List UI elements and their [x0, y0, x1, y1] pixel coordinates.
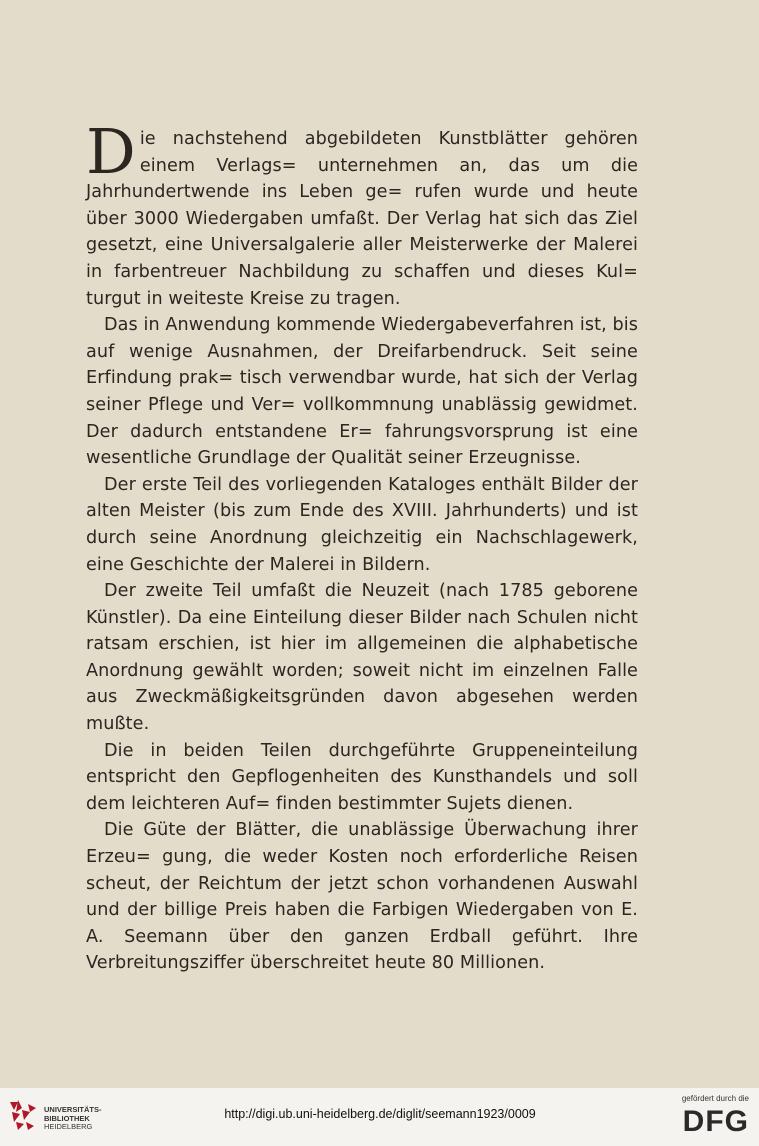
- library-name: [44, 1106, 102, 1132]
- paragraph-4: Der zweite Teil umfaßt die Neuzeit (nach 1785 geborene Künstler). Da eine Einteilung dieser Bilder nach Schulen nicht ratsam erschien, ist hier im allgemeinen die alphabetische Anordnung gewählt worden; soweit nicht im einzelnen Falle aus Zweckmäßigkeitsgründen davon abgesehen werden mußte.: [86, 581, 638, 735]
- drop-cap: D: [86, 115, 136, 188]
- paragraph-6: Die Güte der Blätter, die unablässige Überwachung ihrer Erzeu= gung, die weder Kosten noch erforderliche Reisen scheut, der Reichtum der jetzt schon vorhandenen Auswahl und der billige Preis haben die Farbigen Wiedergaben von E. A. Seemann über den ganzen Erdball geführt. Ihre Verbreitungsziffer überschreitet heute 80 Millionen.: [86, 820, 638, 974]
- ub-heidelberg-logo-icon: [8, 1098, 40, 1132]
- library-line-2: BIBLIOTHEK: [44, 1113, 90, 1123]
- footer-bar: [0, 1088, 759, 1146]
- paragraph-5: Die in beiden Teilen durchgeführte Gruppeneinteilung entspricht den Gepflogenheiten des Kunsthandels und soll dem leichteren Auf= finden bestimmter Sujets dienen.: [86, 740, 638, 814]
- funding-caption: gefördert durch die: [681, 1094, 749, 1103]
- document-body: [86, 115, 639, 977]
- paragraph-1: [86, 115, 638, 312]
- paragraph-1-text: ie nachstehend abgebildeten Kunstblätter gehören einem Verlags= unternehmen an, das um die Jahrhundertwende ins Leben ge= rufen wurde und heute über 3000 Wiedergaben umfaßt. Der Verlag hat sich das Ziel gesetzt, eine Universalgalerie aller Meisterwerke der Malerei in farbentreuer Nachbildung zu schaffen und dieses Kul= turgut in weiteste Kreise zu tragen.: [86, 129, 638, 309]
- library-line-3: HEIDELBERG: [44, 1122, 93, 1131]
- library-line-1: UNIVERSITÄTS-: [44, 1105, 102, 1114]
- paragraph-2: Das in Anwendung kommende Wiedergabeverfahren ist, bis auf wenige Ausnahmen, der Dreifarbendruck. Seit seine Erfindung prak= tisch verwendbar wurde, hat sich der Verlag seiner Pflege und Ver= vollkommnung unablässig gewidmet. Der dadurch entstandene Er= fahrungsvorsprung ist eine wesentliche Grundlage der Qualität seiner Erzeugnisse.: [86, 315, 639, 469]
- paragraph-3: Der erste Teil des vorliegenden Kataloges enthält Bilder der alten Meister (bis zum Ende des XVIII. Jahrhunderts) und ist durch seine Anordnung gleichzeitig ein Nachschlagewerk, eine Geschichte der Malerei in Bildern.: [86, 474, 638, 575]
- dfg-logo: DFG: [682, 1105, 749, 1138]
- source-url-link[interactable]: http://digi.ub.uni-heidelberg.de/diglit/seemann1923/0009: [224, 1107, 536, 1121]
